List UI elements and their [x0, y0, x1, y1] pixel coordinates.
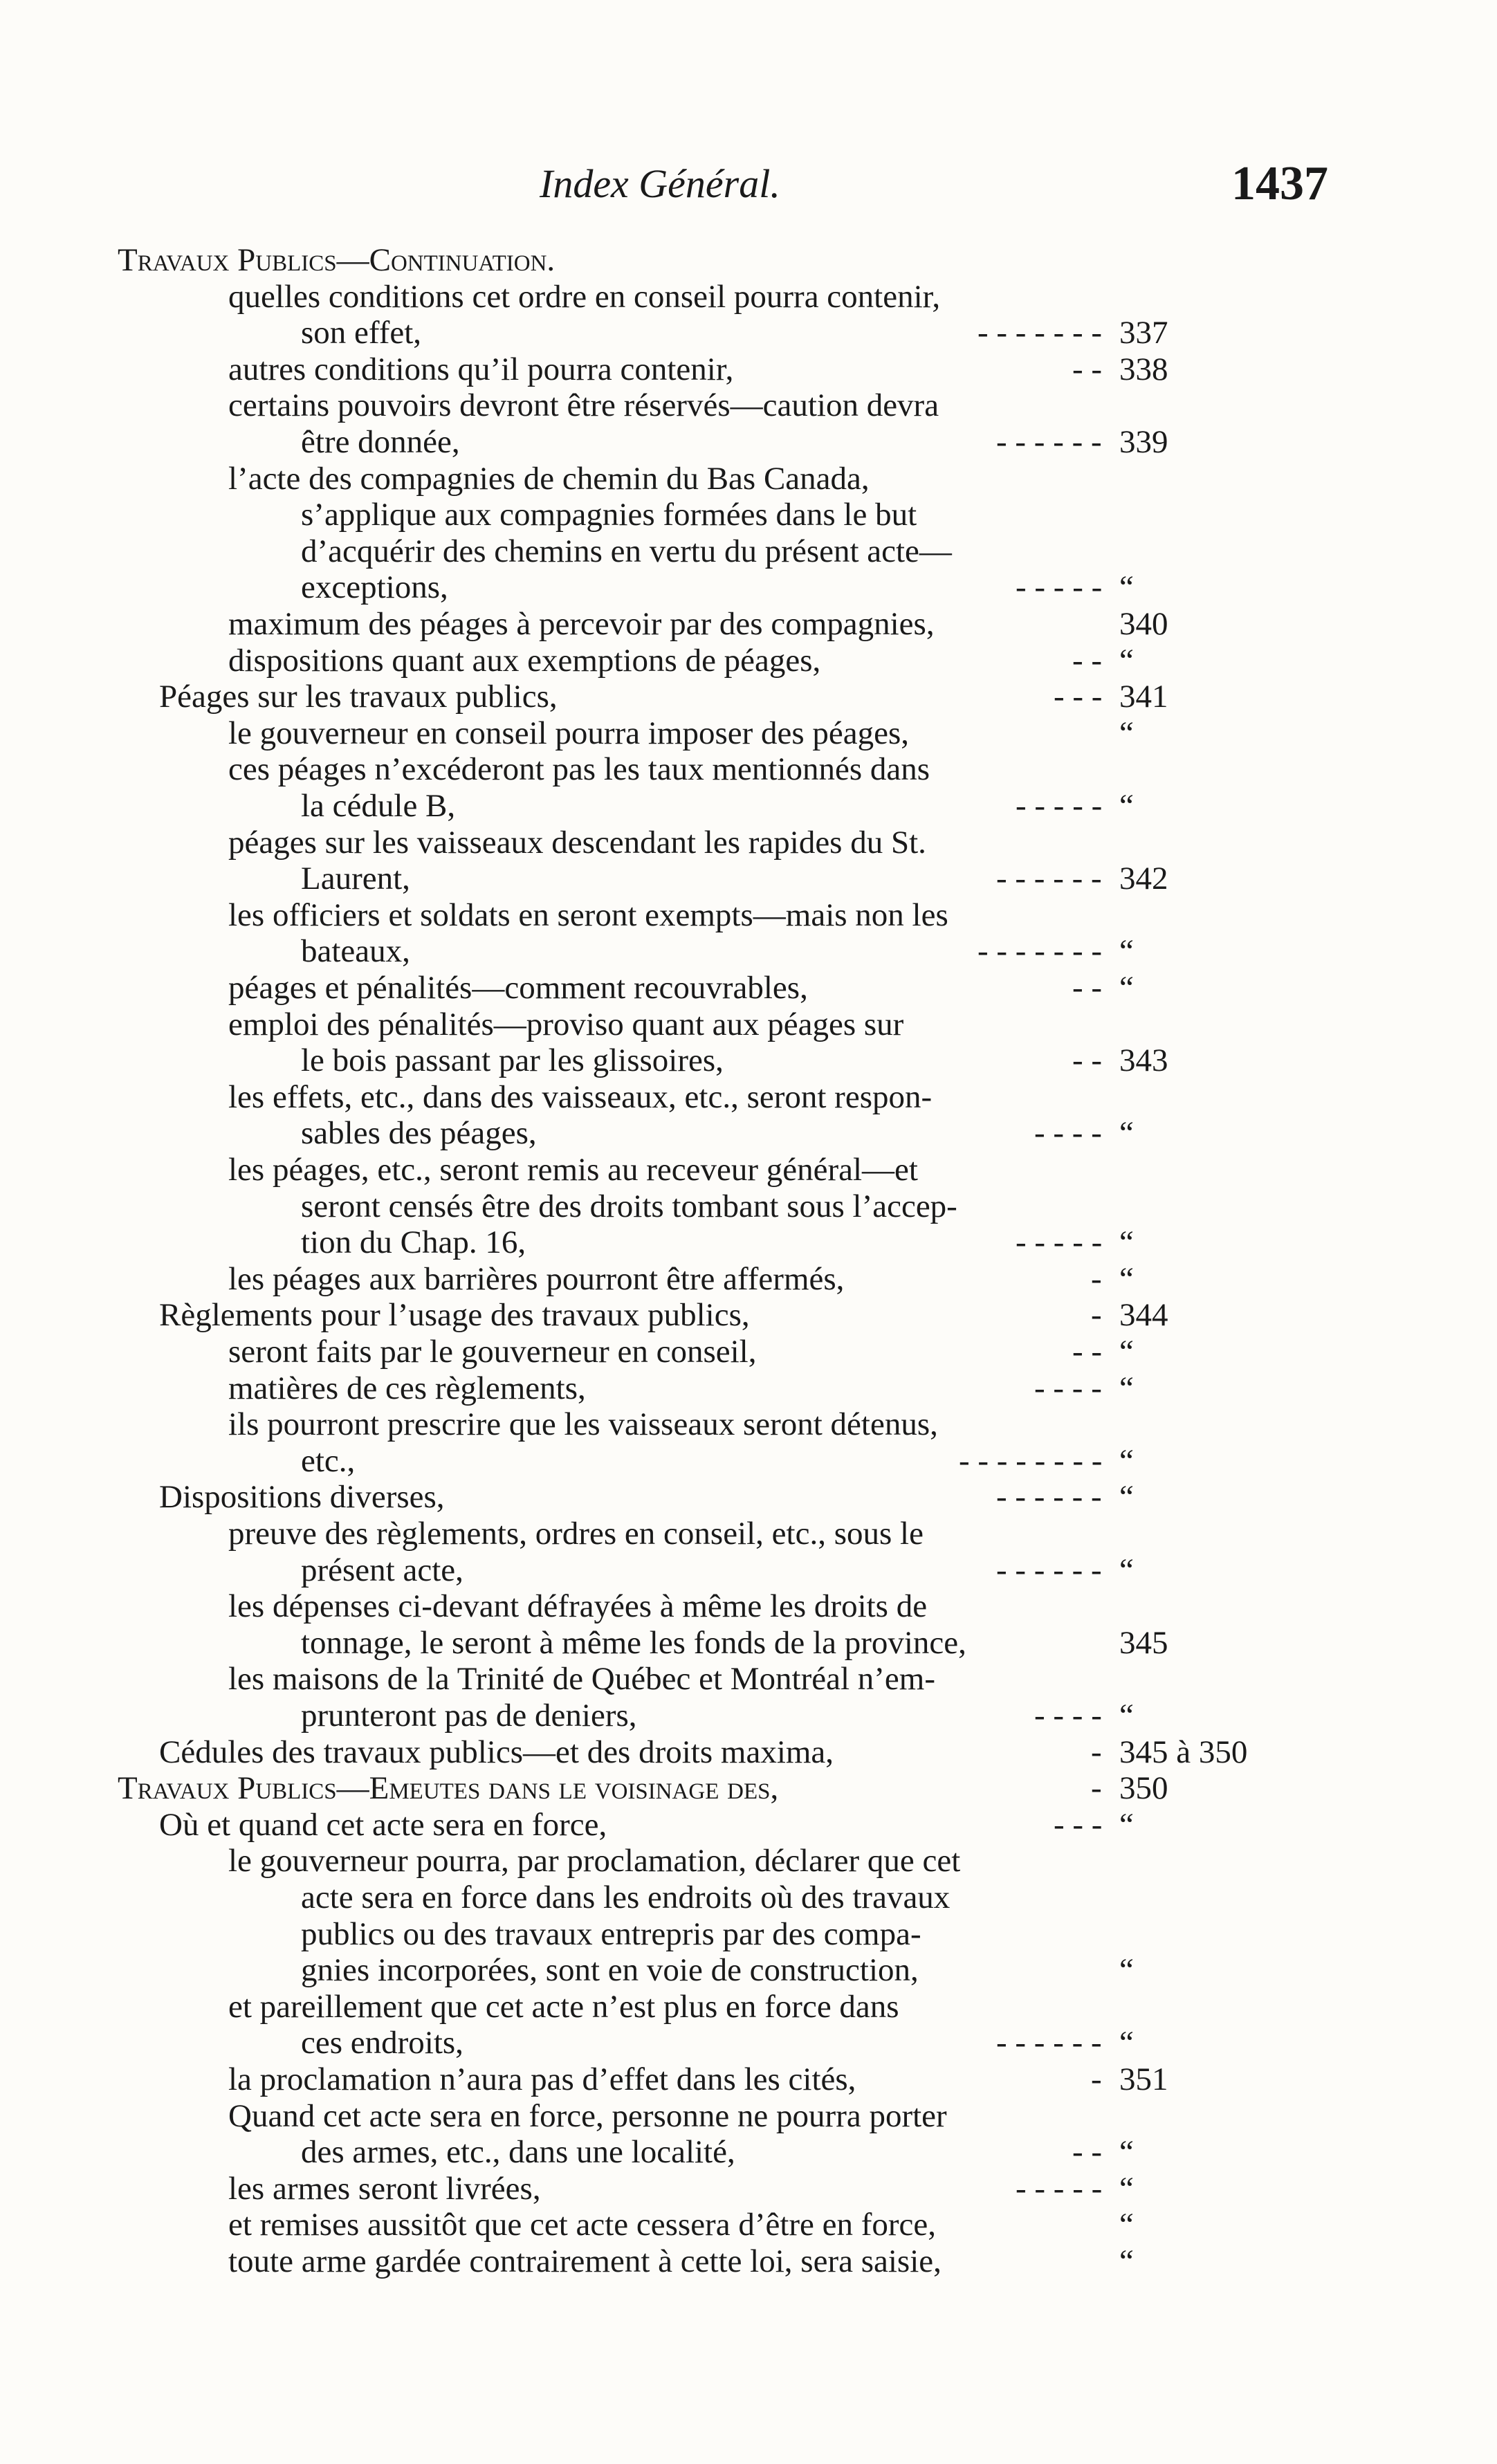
running-title: Index Général. — [540, 161, 780, 206]
page-reference: “ — [1119, 1552, 1134, 1588]
entry-text: d’acquérir des chemins en vertu du présent acte— — [301, 533, 952, 569]
leader-dashes: - - - - - - - — [977, 315, 1103, 351]
page-reference: “ — [1119, 1952, 1134, 1989]
index-entry — [0, 1879, 1497, 1915]
leader-dashes: - — [1091, 2061, 1102, 2097]
entry-text: Péages sur les travaux publics, — [159, 679, 558, 715]
page-reference: “ — [1119, 1370, 1134, 1406]
entry-text: matières de ces règlements, — [228, 1370, 586, 1406]
index-entry — [0, 1661, 1497, 1697]
page-reference: “ — [1119, 1224, 1134, 1261]
entry-text: Cédules des travaux publics—et des droits maxima, — [159, 1734, 834, 1770]
index-entry — [0, 2207, 1497, 2243]
index-entry — [0, 1952, 1497, 1988]
index-entry — [0, 861, 1497, 897]
leader-dashes: - - — [1072, 1042, 1103, 1079]
entry-text: maximum des péages à percevoir par des compagnies, — [228, 606, 935, 642]
index-entry — [0, 1807, 1497, 1843]
entry-text: la proclamation n’aura pas d’effet dans les cités, — [228, 2061, 856, 2097]
entry-text: Quand cet acte sera en force, personne ne pourra porter — [228, 2097, 947, 2134]
index-entry — [0, 751, 1497, 787]
leader-dashes: - - - - — [1034, 1370, 1102, 1406]
entry-text: bateaux, — [301, 933, 410, 970]
leader-dashes: - - - - - - — [996, 1479, 1102, 1516]
index-entry — [0, 1224, 1497, 1260]
entry-text: présent acte, — [301, 1552, 463, 1588]
index-entry — [0, 2098, 1497, 2134]
entry-text: gnies incorporées, sont en voie de construction, — [301, 1952, 919, 1989]
index-entry — [0, 2171, 1497, 2207]
index-entry — [0, 1516, 1497, 1552]
page-reference: “ — [1119, 2134, 1134, 2171]
index-entry — [0, 1115, 1497, 1151]
entry-text: etc., — [301, 1442, 356, 1479]
page-reference: “ — [1119, 2170, 1134, 2207]
entry-text: les dépenses ci-devant défrayées à même les droits de — [228, 1588, 928, 1625]
entry-text: sables des péages, — [301, 1115, 537, 1152]
leader-dashes: - - — [1072, 970, 1103, 1006]
entry-text: Travaux Publics—Emeutes dans le voisinage des, — [118, 1770, 779, 1807]
index-entry — [0, 2243, 1497, 2279]
index-entry — [0, 679, 1497, 715]
index-entry — [0, 1261, 1497, 1297]
page-reference: 342 — [1119, 861, 1168, 897]
leader-dashes: - - - — [1054, 679, 1103, 715]
entry-text: les officiers et soldats en seront exempts—mais non les — [228, 897, 948, 933]
entry-text: Dispositions diverses, — [159, 1479, 445, 1516]
index-entry — [0, 1079, 1497, 1115]
entry-text: le gouverneur en conseil pourra imposer des péages, — [228, 715, 910, 751]
page-reference: 350 — [1119, 1770, 1168, 1807]
entry-text: les effets, etc., dans des vaisseaux, etc., seront respon- — [228, 1078, 933, 1115]
page-reference: “ — [1119, 2207, 1134, 2243]
leader-dashes: - - - - - - - - — [959, 1442, 1103, 1479]
page-reference: “ — [1119, 569, 1134, 606]
index-entry — [0, 1698, 1497, 1734]
index-entry — [0, 1552, 1497, 1588]
entry-text: péages et pénalités—comment recouvrables, — [228, 970, 808, 1006]
page-reference: 351 — [1119, 2061, 1168, 2097]
entry-text: la cédule B, — [301, 788, 456, 824]
page-reference: “ — [1119, 788, 1134, 824]
entry-text: des armes, etc., dans une localité, — [301, 2134, 735, 2171]
page-reference: 341 — [1119, 679, 1168, 715]
leader-dashes: - - — [1072, 351, 1103, 387]
index-entry — [0, 387, 1497, 423]
page-reference: 343 — [1119, 1042, 1168, 1079]
entry-text: Où et quand cet acte sera en force, — [159, 1806, 607, 1843]
entry-text: seront faits par le gouverneur en conseil, — [228, 1334, 757, 1370]
index-entry — [0, 2061, 1497, 2097]
page-reference: “ — [1119, 1334, 1134, 1370]
index-entry — [0, 1479, 1497, 1515]
index-entry — [0, 970, 1497, 1006]
leader-dashes: - - - - - - — [996, 1552, 1102, 1588]
index-entry — [0, 497, 1497, 533]
index-entry — [0, 315, 1497, 351]
index-entry — [0, 461, 1497, 497]
page-reference: “ — [1119, 1260, 1134, 1297]
leader-dashes: - - - — [1054, 1806, 1103, 1843]
page-reference: 345 à 350 — [1119, 1734, 1248, 1770]
index-entry — [0, 933, 1497, 969]
index-entry — [0, 1443, 1497, 1479]
entry-text: prunteront pas de deniers, — [301, 1698, 637, 1734]
index-entry — [0, 606, 1497, 642]
page-reference: 340 — [1119, 606, 1168, 642]
leader-dashes: - — [1091, 1297, 1102, 1334]
entry-text: et remises aussitôt que cet acte cessera d’être en force, — [228, 2207, 937, 2243]
leader-dashes: - - - - — [1034, 1115, 1102, 1152]
leader-dashes: - - - - — [1034, 1698, 1102, 1734]
index-entry — [0, 1916, 1497, 1952]
entry-text: son effet, — [301, 315, 422, 351]
leader-dashes: - — [1091, 1734, 1102, 1770]
entry-text: les péages, etc., seront remis au receveur général—et — [228, 1152, 918, 1188]
entry-text: emploi des pénalités—proviso quant aux péages sur — [228, 1006, 904, 1042]
index-entry — [0, 533, 1497, 569]
index-entry — [0, 569, 1497, 605]
entry-text: quelles conditions cet ordre en conseil pourra contenir, — [228, 278, 941, 315]
entry-text: seront censés être des droits tombant sous l’accep- — [301, 1188, 957, 1224]
index-entry — [0, 1006, 1497, 1042]
entry-text: Règlements pour l’usage des travaux publics, — [159, 1297, 750, 1334]
index-entry — [0, 1188, 1497, 1224]
entry-text: toute arme gardée contrairement à cette loi, sera saisie, — [228, 2243, 942, 2279]
page-number: 1437 — [1231, 157, 1328, 210]
index-entry — [0, 788, 1497, 824]
index-entry — [0, 1152, 1497, 1188]
index-entry — [0, 1734, 1497, 1770]
leader-dashes: - - - - - — [1016, 788, 1103, 824]
page-reference: “ — [1119, 1479, 1134, 1516]
index-entry — [0, 1406, 1497, 1442]
leader-dashes: - - - - - - — [996, 861, 1102, 897]
page-reference: “ — [1119, 970, 1134, 1006]
leader-dashes: - — [1091, 1260, 1102, 1297]
leader-dashes: - - - - - - - — [977, 933, 1103, 970]
index-entry — [0, 1588, 1497, 1624]
leader-dashes: - - - - - — [1016, 1224, 1103, 1261]
leader-dashes: - - - - - - — [996, 424, 1102, 460]
index-entry — [0, 1334, 1497, 1370]
entry-text: tonnage, le seront à même les fonds de la province, — [301, 1624, 966, 1661]
entry-text: certains pouvoirs devront être réservés—caution devra — [228, 387, 939, 424]
page-header — [0, 157, 1497, 216]
page-reference: “ — [1119, 1115, 1134, 1152]
leader-dashes: - - - - - — [1016, 2170, 1103, 2207]
entry-text: publics ou des travaux entrepris par des compa- — [301, 1915, 921, 1952]
leader-dashes: - - — [1072, 2134, 1103, 2171]
entry-text: ils pourront prescrire que les vaisseaux seront détenus, — [228, 1406, 938, 1443]
entry-text: ces péages n’excéderont pas les taux mentionnés dans — [228, 751, 930, 788]
entry-text: être donnée, — [301, 424, 460, 460]
index-entry — [0, 825, 1497, 861]
page-reference: “ — [1119, 715, 1134, 751]
index-entry — [0, 1989, 1497, 2025]
entry-text: les maisons de la Trinité de Québec et Montréal n’em- — [228, 1661, 935, 1698]
page-reference: “ — [1119, 1442, 1134, 1479]
index-entry — [0, 2025, 1497, 2061]
page-reference: “ — [1119, 1806, 1134, 1843]
page-reference: 337 — [1119, 315, 1168, 351]
leader-dashes: - - - - - — [1016, 569, 1103, 606]
entry-text: les armes seront livrées, — [228, 2170, 541, 2207]
entry-text: le gouverneur pourra, par proclamation, déclarer que cet — [228, 1843, 961, 1879]
leader-dashes: - - — [1072, 642, 1103, 679]
index-entry — [0, 279, 1497, 315]
leader-dashes: - - — [1072, 1334, 1103, 1370]
index-entry — [0, 1297, 1497, 1333]
index-entry — [0, 715, 1497, 751]
index-entry — [0, 351, 1497, 387]
index-entry — [0, 1843, 1497, 1879]
entry-text: autres conditions qu’il pourra contenir, — [228, 351, 734, 387]
entry-text: dispositions quant aux exemptions de péages, — [228, 642, 821, 679]
leader-dashes: - - - - - - — [996, 2025, 1102, 2061]
page-reference: 344 — [1119, 1297, 1168, 1334]
page-reference: “ — [1119, 2243, 1134, 2279]
entry-text: péages sur les vaisseaux descendant les rapides du St. — [228, 824, 926, 861]
index-entry — [0, 1042, 1497, 1078]
entry-text: Travaux Publics—Continuation. — [118, 242, 555, 278]
index-entry — [0, 424, 1497, 460]
index-entry — [0, 2134, 1497, 2170]
entry-text: Laurent, — [301, 861, 410, 897]
page-reference: “ — [1119, 2025, 1134, 2061]
entry-text: s’applique aux compagnies formées dans le but — [301, 497, 917, 533]
page-reference: 339 — [1119, 424, 1168, 460]
entry-text: preuve des règlements, ordres en conseil, etc., sous le — [228, 1516, 924, 1552]
entry-text: ces endroits, — [301, 2025, 463, 2061]
entry-text: exceptions, — [301, 569, 448, 606]
leader-dashes: - — [1091, 1770, 1102, 1807]
page-reference: “ — [1119, 933, 1134, 970]
entry-text: les péages aux barrières pourront être affermés, — [228, 1260, 845, 1297]
entry-text: acte sera en force dans les endroits où des travaux — [301, 1879, 950, 1915]
index-heading — [0, 242, 1497, 278]
page-reference: 338 — [1119, 351, 1168, 387]
index-entry — [0, 897, 1497, 933]
entry-text: tion du Chap. 16, — [301, 1224, 526, 1261]
index-heading — [0, 1770, 1497, 1806]
page-reference: 345 — [1119, 1624, 1168, 1661]
entry-text: et pareillement que cet acte n’est plus en force dans — [228, 1988, 899, 2025]
index-entry — [0, 1370, 1497, 1406]
index-entry — [0, 1625, 1497, 1661]
entry-text: l’acte des compagnies de chemin du Bas Canada, — [228, 460, 870, 497]
index-entry — [0, 643, 1497, 679]
page-reference: “ — [1119, 1698, 1134, 1734]
page-reference: “ — [1119, 642, 1134, 679]
entry-text: le bois passant par les glissoires, — [301, 1042, 724, 1079]
